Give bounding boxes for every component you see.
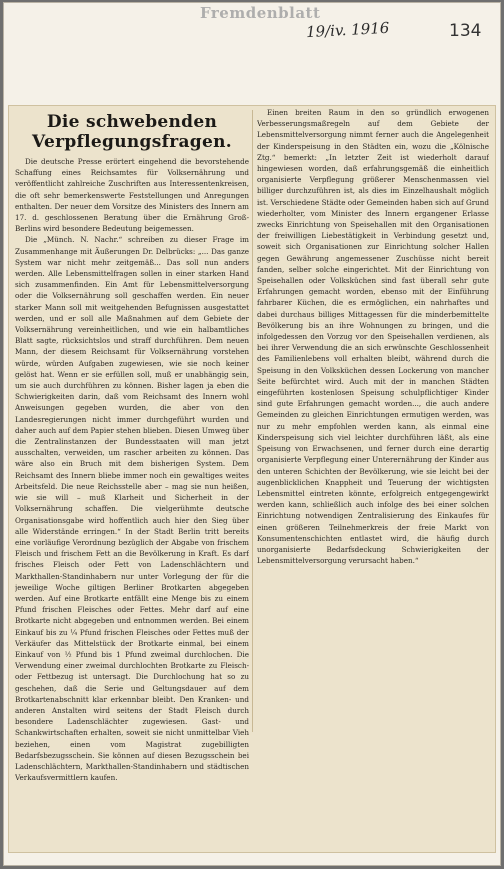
column-divider [252,110,253,732]
article-left-column [15,110,249,846]
newspaper-source-stamp: Fremdenblatt [200,4,321,22]
article-paragraph: Einen breiten Raum in den so gründlich erwogenen Verbesserungsmaßregeln auf dem Gebiete der Lebensmittelversorgung nimmt ferner auch die Angelegenheit der Kinderspeisung in den Städten ein, wozu die „Kölnische Ztg.“ bemerkt: „In letzter Zeit ist wiederholt darauf hingewiesen worden, daß erfahrungsgemäß die einheitlich organisierte Verpflegung größerer Menschenmassen viel billiger durchzuführen ist, als dies im Einzelhaushalt möglich ist. Verschiedene Städte oder Gemeinden haben sich auf Grund wiederholter, vom Minister des Innern ergangener Erlasse zwecks Einrichtung von Speisehallen mit den Organisationen der freiwilligen Liebestätigkeit in Verbindung gesetzt und, soweit sich Organisationen zur Einrichtung solcher Hallen gegen Gewährung angemessener Zuschüsse nicht bereit fanden, selber solche eingerichtet. Mit der Einrichtung von Speisehallen oder Volksküchen sind fast überall sehr gute Erfahrungen gemacht worden, ebenso mit der Einführung fahrbarer Küchen, die es ermöglichen, ein nahrhaftes und dabei durchaus billiges Mittagessen für die minderbemittelte Bevölkerung bis an ihre Wohnungen zu bringen, und die infolgedessen den Vorzug vor den Speisehallen verdienen, als bei ihrer Verwendung die an sich erwünschte Geschlossenheit des Familienlebens voll erhalten bleibt, während durch die Speisung in den Volksküchen dessen Lockerung von mancher Seite befürchtet wird. Auch mit der in manchen Städten eingeführten kostenlosen Speisung schulpflichtiger Kinder sind gute Erfahrungen gemacht worden..., die auch andere Gemeinden zu gleichen Einrichtungen ermutigen werden, was nur zu mehr empfohlen werden kann, als einmal eine Kinderspeisung sich viel leichter durchführen läßt, als eine Speisung von Erwachsenen, und ferner durch eine derartig organisierte Verpflegung einer Unterernährung der Kinder aus den unteren Schichten der Bevölkerung, wie sie leicht bei der augenblicklichen Knappheit und Teuerung der wichtigsten Lebensmittel eintreten könnte, erfolgreich entgegengewirkt werden kann, schließlich auch infolge des bei einer solchen Einrichtung notwendigen Zentralisierung des Einkaufes für einen größeren Teilnehmerkreis der freie Markt von Konsumentenschichten entlastet wird, die häufig durch unorganisierte Bedarfsdeckung Schwierigkeiten der Lebensmittelversorgung verursacht haben.“ [257,108,489,566]
page-number: 134 [449,21,482,41]
article-paragraph: Die deutsche Presse erörtert eingehend die bevorstehende Schaffung eines Reichsamtes für Volksernährung und veröffentlicht zahlreiche Zuschriften aus Interessentenkreisen, die oft sehr bemerkenswerte Feststellungen und Anregungen enthalten. Der neuer dem Vorsitze des Ministers des Innern am 17. d. geschlossenen Beratung über die Ernährung Groß-Berlins wird besondere Bedeutung beigemessen. [15,157,249,234]
article-right-column [257,107,489,846]
article-paragraph: Die „Münch. N. Nachr.“ schreiben zu dieser Frage im Zusammenhange mit Äußerungen Dr. Delbrücks: „... Das ganze System war nicht mehr zeitgemäß... Das soll nun anders werden. Alle Lebensmittelfragen sollen in einer starken Hand sich zusammenfinden. Ein Amt für Lebensmittelversorgung oder die Volksernährung soll geschaffen werden. Ein neuer starker Mann soll mit weitgehenden Befugnissen ausgestattet werden, und er soll alle Maßnahmen auf dem Gebiete der Volksernährung vereinheitlichen, und wie ein halbamtliches Blatt sagte, rücksichtslos und straff durchführen. Dem neuen Mann, der diesem Reichsamt für Volksernährung vorstehen würde, würden Aufgaben zugewiesen, wie sie noch keiner gelöst hat. Wenn er sie erfüllen soll, muß er unabhängig sein, um sie auch durchführen zu können. Bisher lagen ja eben die Schwierigkeiten darin, daß vom Reichsamt des Innern wohl Anweisungen gegeben wurden, die aber von den Landesregierungen nicht immer durchgeführt wurden und daher auch auf dem Papier stehen blieben. Diesen Umweg über die Zentralinstanzen der Bundesstaaten will man jetzt ausschalten, verweiden, um rascher arbeiten zu können. Das wäre also ein Bruch mit dem bisherigen System. Dem Reichsamt des Innern bliebe immer noch ein gewaltiges weites Arbeitsfeld. Die neue Reichsstelle aber – mag sie nun heißen, wie sie will – muß Klarheit und Sicherheit in der Volksernährung schaffen. Die vielgerühmte deutsche Organisationsgabe wird hoffentlich auch hier den Sieg über alle Widerstände erringen.“ In der Stadt Berlin tritt bereits eine vorläufige Verordnung bezüglich der Abgabe von frischem Fleisch und frischem Fett an die Bevölkerung in Kraft. Es darf frisches Fleisch oder Fett von Ladenschlächtern und Markthallen-Standinhabern nur unter Vorlegung der für die jeweilige Woche giltigen Berliner Brotkarten abgegeben werden. Auf eine Brotkarte entfällt eine Menge bis zu einem Pfund frischen Fleisches oder Fettes. Mehr darf auf eine Brotkarte nicht abgegeben und entnommen werden. Bei einem Einkauf bis zu ¼ Pfund frischen Fleisches oder Fettes muß der Verkäufer das Mittelstück der Brotkarte einmal, bei einem Einkauf von ½ Pfund bis 1 Pfund zweimal durchlochen. Die Verwendung einer zweimal durchlochten Brotkarte zu Fleisch- oder Fettbezug ist untersagt. Die Durchlochung hat so zu geschehen, daß die Serie und Geltungsdauer auf dem Brotkartenabschnitt klar erkennbar bleibt. Den Kranken- und anderen Anstalten wird seitens der Stadt Fleisch durch besondere Ladenschlächter zugewiesen. Gast- und Schankwirtschaften erhalten, soweit sie nicht unmittelbar Vieh beziehen, einen vom Magistrat zugebilligten Bedarfsbezugsschein. Sie können auf diesen Bezugsschein bei Ladenschlächtern, Markthallen-Standinhabern und städtischen Verkaufsvermittlern kaufen. [15,235,249,783]
handwritten-date: 19/iv. 1916 [305,18,390,42]
newspaper-clipping [8,105,496,853]
article-headline: Die schwebenden Verpflegungsfragen. [32,112,232,152]
